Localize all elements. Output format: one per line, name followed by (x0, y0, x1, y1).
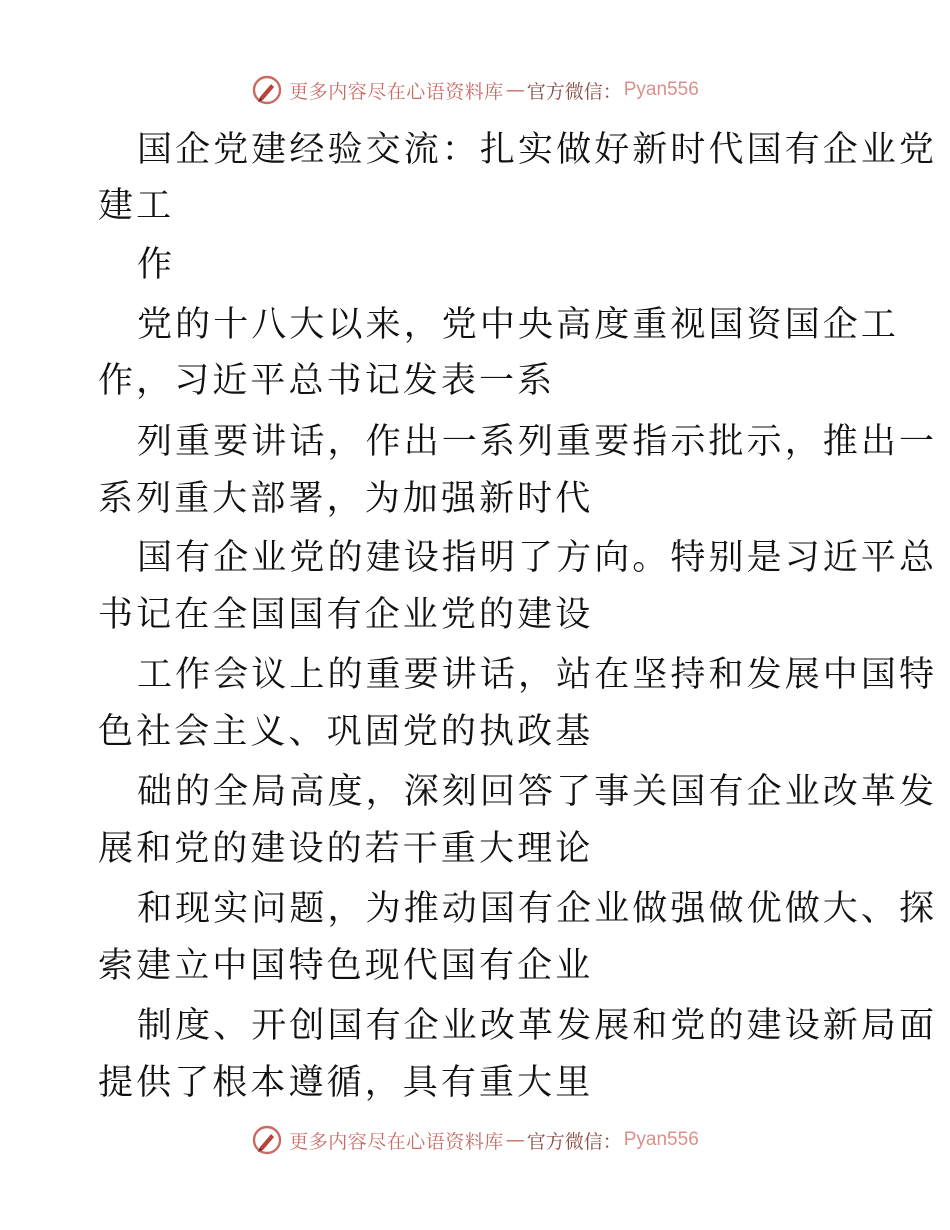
banner-separator: — (505, 79, 525, 101)
title-line-3: 作 (137, 245, 176, 285)
paragraph-line: 党的十八大以来，党中央高度重视国资国企工 (137, 305, 900, 345)
banner-text: 更多内容尽在心语资料库 (289, 80, 504, 103)
pen-logo-icon (251, 74, 283, 106)
paragraph-line: 作，习近平总书记发表一系 (98, 361, 556, 401)
paragraph-line: 列重要讲话，作出一系列重要指示批示，推出一 (137, 422, 938, 462)
banner-wechat-label: 官方微信： (526, 80, 622, 103)
banner-text: 更多内容尽在心语资料库 (289, 1130, 504, 1153)
paragraph-line: 国有企业党的建设指明了方向。特别是习近平总 (137, 538, 938, 578)
banner-wechat-label: 官方微信： (526, 1130, 622, 1153)
pen-logo-icon (251, 1124, 283, 1156)
footer-banner (0, 1122, 950, 1158)
paragraph-line: 系列重大部署，为加强新时代 (98, 479, 594, 519)
paragraph-line: 础的全局高度，深刻回答了事关国有企业改革发 (137, 772, 938, 812)
banner-separator: — (505, 1129, 525, 1151)
paragraph-line: 索建立中国特色现代国有企业 (98, 946, 594, 986)
paragraph-line: 工作会议上的重要讲话，站在坚持和发展中国特 (137, 655, 938, 695)
banner-wechat-id: Pyan556 (623, 1129, 699, 1150)
banner-wechat-id: Pyan556 (623, 79, 699, 100)
title-line-1: 国企党建经验交流：扎实做好新时代国有企业党 (137, 130, 938, 170)
header-banner (0, 72, 950, 108)
title-line-2: 建工 (98, 186, 175, 226)
paragraph-line: 和现实问题，为推动国有企业做强做优做大、探 (137, 889, 938, 929)
paragraph-line: 制度、开创国有企业改革发展和党的建设新局面 (137, 1006, 938, 1046)
paragraph-line: 色社会主义、巩固党的执政基 (98, 712, 594, 752)
paragraph-line: 提供了根本遵循，具有重大里 (98, 1063, 594, 1103)
paragraph-line: 展和党的建设的若干重大理论 (98, 829, 594, 869)
paragraph-line: 书记在全国国有企业党的建设 (98, 595, 594, 635)
